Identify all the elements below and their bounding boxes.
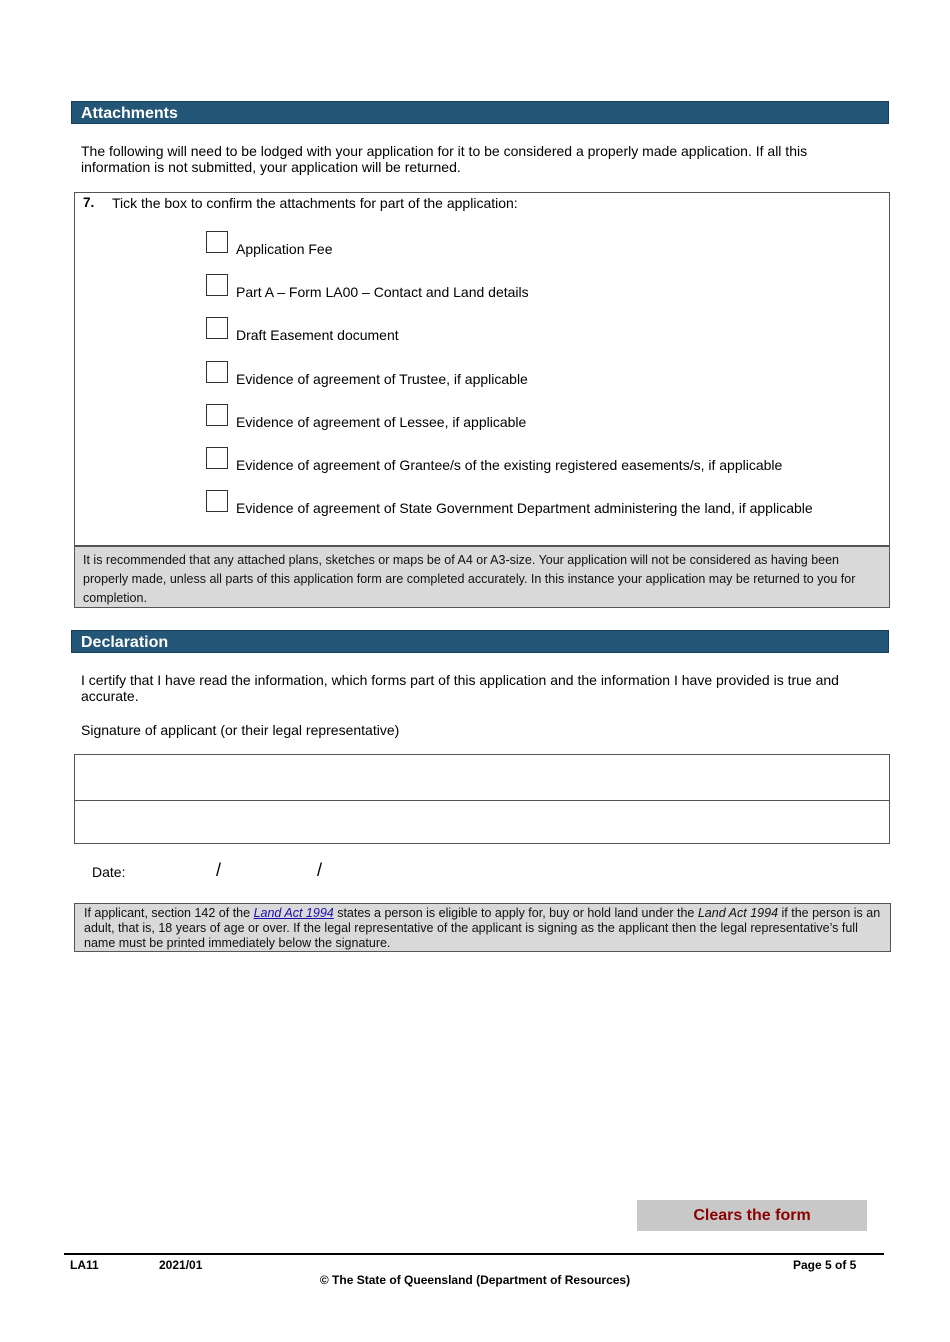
page-number: Page 5 of 5 — [793, 1258, 857, 1272]
question-7-box — [74, 192, 890, 546]
declaration-header: Declaration — [71, 630, 889, 653]
attachment-checkbox[interactable] — [206, 317, 228, 339]
attachment-label: Evidence of agreement of State Government Department administering the land, if applicable — [236, 500, 813, 516]
attachments-note: It is recommended that any attached plans, sketches or maps be of A4 or A3-size. Your application will not be considered as having been properly made, unless all parts of this application form are completed accurately. In this instance your application may be returned to you for completion. — [74, 546, 890, 608]
attachment-checkbox[interactable] — [206, 274, 228, 296]
signature-box — [74, 754, 890, 844]
declaration-certify: I certify that I have read the information, which forms part of this application and the information I have provided is true and accurate. — [81, 672, 839, 704]
note-text: if the person is an adult, that is, 18 years of age or over. If the legal representative of the applicant is signing as the applicant then the legal representative’s full name must be printed immediately below the signature. — [84, 906, 881, 950]
date-year-input[interactable] — [333, 860, 427, 884]
note-text: states a person is eligible to apply for, buy or hold land under the — [333, 906, 698, 920]
attachment-label: Draft Easement document — [236, 327, 399, 343]
attachment-label: Evidence of agreement of Trustee, if applicable — [236, 371, 528, 387]
signature-field[interactable] — [75, 755, 889, 800]
copyright: © The State of Queensland (Department of Resources) — [319, 1273, 631, 1287]
form-version: 2021/01 — [159, 1258, 203, 1272]
note-text: If applicant, section 142 of the — [84, 906, 254, 920]
signature-label: Signature of applicant (or their legal representative) — [81, 722, 400, 738]
footer-divider — [64, 1253, 884, 1255]
land-act-link[interactable]: Land Act 1994 — [253, 906, 334, 920]
attachment-label: Evidence of agreement of Grantee/s of the existing registered easements/s, if applicable — [236, 457, 783, 473]
clear-form-button[interactable]: Clears the form — [637, 1200, 867, 1231]
form-code: LA11 — [70, 1258, 99, 1272]
date-label: Date: — [92, 864, 126, 880]
declaration-note — [74, 903, 891, 952]
attachments-intro: The following will need to be lodged with your application for it to be considered a properly made application. If all this information is not submitted, your application will be returned. — [81, 143, 808, 175]
attachment-label: Evidence of agreement of Lessee, if applicable — [236, 414, 527, 430]
date-month-input[interactable] — [232, 860, 316, 884]
date-separator: / — [317, 860, 323, 880]
date-separator: / — [216, 860, 222, 880]
attachments-header: Attachments — [71, 101, 889, 124]
note-italic: Land Act 1994 — [697, 906, 779, 920]
question-number: 7. — [83, 195, 95, 210]
attachment-label: Part A – Form LA00 – Contact and Land details — [236, 284, 529, 300]
attachment-checkbox[interactable] — [206, 447, 228, 469]
attachment-label: Application Fee — [236, 241, 333, 257]
attachment-checkbox[interactable] — [206, 490, 228, 512]
attachment-checkbox[interactable] — [206, 404, 228, 426]
signature-name-field[interactable] — [75, 800, 889, 846]
attachment-checkbox[interactable] — [206, 231, 228, 253]
attachment-checkbox[interactable] — [206, 361, 228, 383]
question-text: Tick the box to confirm the attachments for part of the application: — [112, 195, 518, 211]
date-day-input[interactable] — [140, 860, 214, 884]
